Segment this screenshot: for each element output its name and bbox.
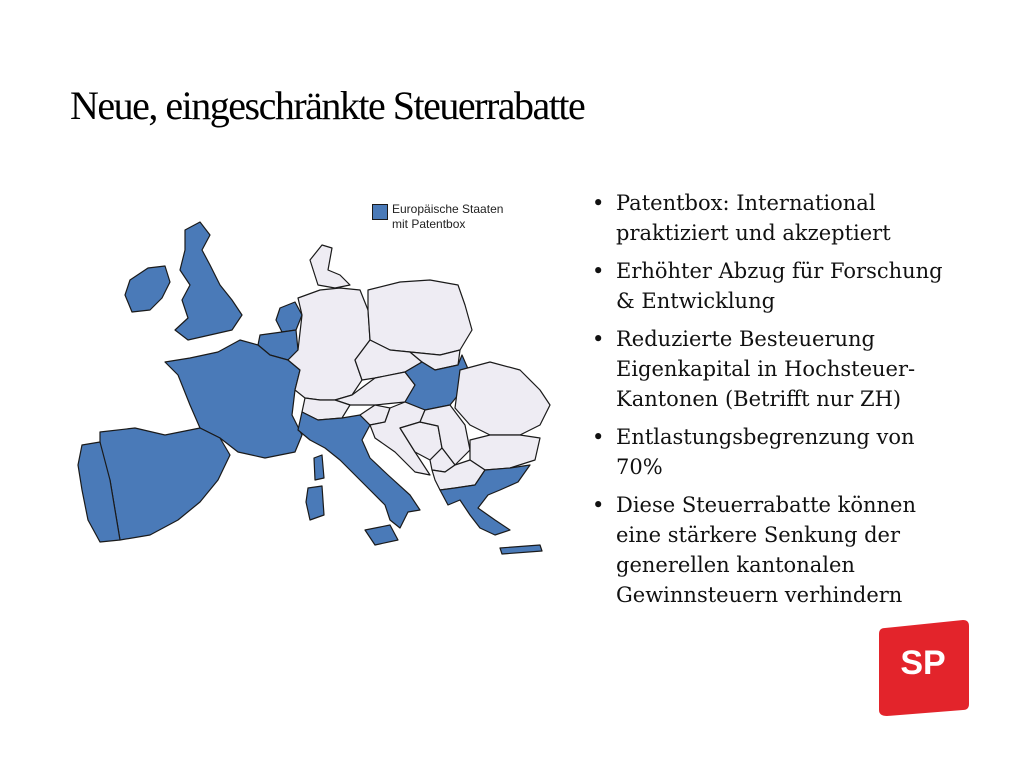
bullet-item: • Entlastungsbegrenzung von 70% (590, 422, 950, 482)
country-denmark (310, 245, 350, 288)
legend-label-line1: Europäische Staaten (392, 202, 504, 216)
bullet-item: • Reduzierte Besteuerung Eigenkapital in Hochsteuer-Kantonen (Betrifft nur ZH) (590, 324, 950, 414)
europe-map (70, 190, 560, 570)
slide-title: Neue, eingeschränkte Steuerrabatte (70, 83, 585, 128)
bullet-item: • Diese Steuerrabatte können eine stärkere Senkung der generellen kantonalen Gewinnsteuern verhindern (590, 490, 950, 610)
country-romania (455, 362, 550, 435)
country-italy-sardinia (306, 486, 324, 520)
bullet-list (590, 188, 950, 618)
map-legend (372, 202, 542, 232)
bullet-item: • Erhöhter Abzug für Forschung & Entwicklung (590, 256, 950, 316)
sp-logo-text: SP (900, 644, 946, 682)
country-france-corsica (314, 455, 324, 480)
sp-logo (875, 618, 971, 718)
bullet-item: • Patentbox: International praktiziert und akzeptiert (590, 188, 950, 248)
country-greece-crete (500, 545, 542, 554)
country-poland (368, 280, 472, 355)
legend-label-line2: mit Patentbox (392, 217, 466, 231)
country-netherlands (276, 302, 302, 332)
country-ireland (125, 266, 170, 312)
country-united-kingdom (175, 222, 242, 340)
country-spain (100, 428, 230, 540)
country-italy-sicily (365, 525, 398, 545)
legend-swatch (372, 204, 388, 220)
europe-map-svg (70, 190, 560, 570)
country-germany (288, 288, 370, 400)
legend-label (392, 202, 542, 232)
